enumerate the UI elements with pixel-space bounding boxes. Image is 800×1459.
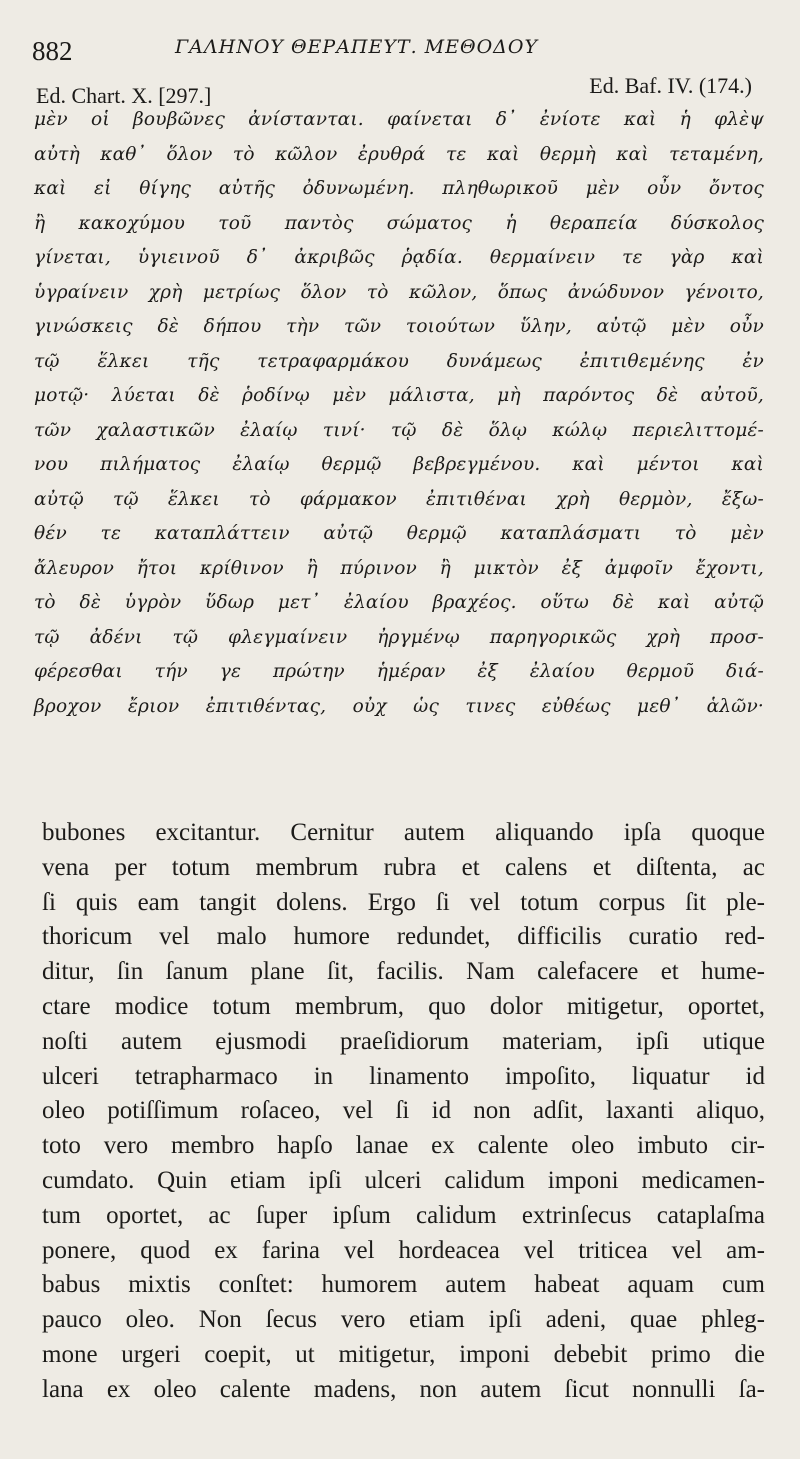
greek-text-line: καὶ εἰ θίγης αὐτῆς ὀδυνωμένη. πληθωρικοῦ μὲν οὖν ὄντος — [34, 178, 764, 199]
greek-text-line: ἢ κακοχύμου τοῦ παντὸς σώματος ἡ θεραπεία δύσκολος — [34, 212, 764, 234]
greek-text-line: αὐτῷ τῷ ἕλκει τὸ φάρμακον ἐπιτιθέναι χρὴ θερμὸν, ἔξω- — [34, 488, 764, 510]
latin-text-line: oleo potiſſimum roſaceo, vel ſi id non adſit, laxanti aliquo, — [42, 1097, 765, 1125]
latin-text-line: thoricum vel malo humore redundet, difficilis curatio red- — [42, 923, 765, 951]
greek-text-line: τῷ ἕλκει τῆς τετραφαρμάκου δυνάμεως ἐπιτιθεμένης ἐν — [34, 350, 764, 372]
greek-text-line: μὲν οἱ βουβῶνες ἀνίστανται. φαίνεται δ᾽ ἐνίοτε καὶ ἡ φλὲψ — [34, 109, 764, 130]
greek-text-block — [34, 103, 764, 724]
latin-text-line: tum oportet, ac ſuper ipſum calidum extrinſecus cataplaſma — [42, 1201, 765, 1229]
greek-text-line: φέρεσθαι τήν γε πρώτην ἡμέραν ἐξ ἐλαίου θερμοῦ διά- — [34, 661, 764, 682]
latin-text-line: lana ex oleo calente madens, non autem ſicut nonnulli ſa- — [42, 1375, 765, 1403]
greek-text-line: τὸ δὲ ὑγρὸν ὕδωρ μετ᾽ ἐλαίου βραχέος. οὕτω δὲ καὶ αὐτῷ — [34, 592, 764, 613]
greek-text-line: βροχον ἔριον ἐπιτιθέντας, οὐχ ὡς τινες εὐθέως μεθ᾽ ἁλῶν· — [34, 695, 764, 717]
running-head: ΓΑΛΗΝΟΥ ΘΕΡΑΠΕΥΤ. ΜΕΘΟΔΟΥ — [175, 36, 538, 58]
greek-text-line: τῶν χαλαστικῶν ἐλαίῳ τινί· τῷ δὲ ὅλῳ κώλῳ περιελιττομέ- — [34, 419, 764, 441]
latin-text-line: ctare modice totum membrum, quo dolor mitigetur, oportet, — [42, 992, 765, 1020]
latin-text-line: mone urgeri coepit, ut mitigetur, imponi debebit primo die — [42, 1340, 765, 1368]
greek-text-line: νου πιλήματος ἐλαίῳ θερμῷ βεβρεγμένου. καὶ μέντοι καὶ — [34, 454, 764, 475]
latin-text-line: toto vero membro hapſo lanae ex calente oleo imbuto cir- — [42, 1132, 765, 1160]
greek-text-line: γίνεται, ὑγιεινοῦ δ᾽ ἀκριβῶς ῥᾳδία. θερμαίνειν τε γὰρ καὶ — [34, 247, 764, 268]
latin-text-block — [42, 816, 765, 1408]
greek-text-line: γινώσκεις δὲ δήπου τὴν τῶν τοιούτων ὕλην, αὐτῷ μὲν οὖν — [34, 316, 764, 337]
greek-text-line: αὐτὴ καθ᾽ ὅλον τὸ κῶλον ἐρυθρά τε καὶ θερμὴ καὶ τεταμένη, — [34, 143, 764, 165]
latin-text-line: ponere, quod ex farina vel hordeacea vel triticea vel am- — [42, 1236, 765, 1264]
greek-text-line: θέν τε καταπλάττειν αὐτῷ θερμῷ καταπλάσματι τὸ μὲν — [34, 523, 764, 544]
edition-reference-basel: Ed. Baf. IV. (174.) — [589, 73, 752, 98]
latin-text-line: vena per totum membrum rubra et calens et diſtenta, ac — [42, 853, 765, 881]
greek-text-line: μοτῷ· λύεται δὲ ῥοδίνῳ μὲν μάλιστα, μὴ παρόντος δὲ αὐτοῦ, — [34, 385, 764, 406]
latin-text-line: cumdato. Quin etiam ipſi ulceri calidum imponi medicamen- — [42, 1166, 765, 1194]
latin-text-line: ſi quis eam tangit dolens. Ergo ſi vel totum corpus ſit ple- — [42, 888, 765, 916]
latin-text-line: babus mixtis conſtet: humorem autem habeat aquam cum — [42, 1271, 765, 1299]
greek-text-line: τῷ ἀδένι τῷ φλεγμαίνειν ἠργμένῳ παρηγορικῶς χρὴ προσ- — [34, 626, 764, 648]
latin-text-line: ulceri tetrapharmaco in linamento impoſito, liquatur id — [42, 1062, 765, 1090]
latin-text-line: bubones excitantur. Cernitur autem aliquando ipſa quoque — [42, 819, 765, 846]
greek-text-line: ἄλευρον ἤτοι κρίθινον ἢ πύρινον ἢ μικτὸν ἐξ ἀμφοῖν ἔχοντι, — [34, 557, 764, 579]
page-number: 882 — [32, 36, 73, 66]
latin-text-line: noſti autem ejusmodi praeſidiorum materiam, ipſi utique — [42, 1027, 765, 1055]
latin-text-line: pauco oleo. Non ſecus vero etiam ipſi adeni, quae phleg- — [42, 1306, 765, 1334]
latin-text-line: ditur, ſin ſanum plane ſit, facilis. Nam calefacere et hume- — [42, 958, 765, 986]
edition-reference-chartier: Ed. Chart. X. [297.] — [36, 83, 212, 108]
greek-text-line: ὑγραίνειν χρὴ μετρίως ὅλον τὸ κῶλον, ὅπως ἀνώδυνον γένοιτο, — [34, 281, 764, 303]
